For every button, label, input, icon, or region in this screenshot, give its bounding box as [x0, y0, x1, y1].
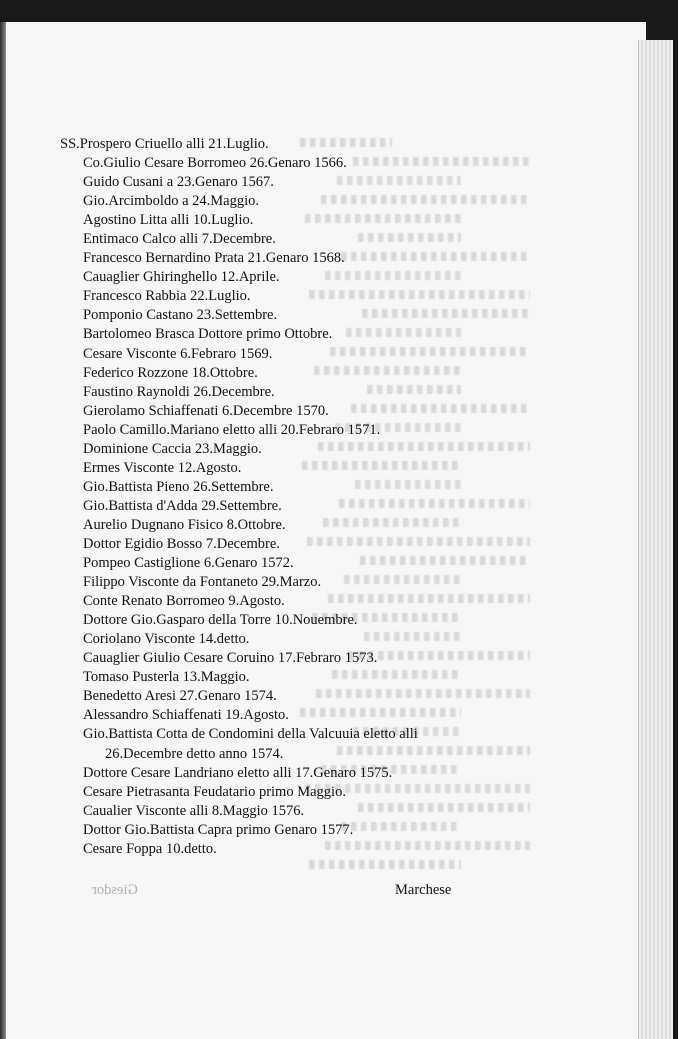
list-entry: Pomponio Castano 23.Settembre. — [83, 307, 278, 324]
list-entry: Agostino Litta alli 10.Luglio. — [83, 212, 254, 229]
list-entry: Gio.Battista Pieno 26.Settembre. — [83, 478, 274, 495]
list-entry: Caualier Visconte alli 8.Maggio 1576. — [83, 802, 305, 819]
list-entry: Francesco Rabbia 22.Luglio. — [83, 288, 251, 305]
list-entry: Francesco Bernardino Prata 21.Genaro 1568. — [83, 250, 345, 267]
list-entry: Ermes Visconte 12.Agosto. — [83, 459, 242, 476]
list-entry: Faustino Raynoldi 26.Decembre. — [83, 383, 275, 400]
list-entry: Gierolamo Schiaffenati 6.Decembre 1570. — [83, 402, 329, 419]
list-entry: Conte Renato Borromeo 9.Agosto. — [83, 593, 285, 610]
list-entry: 26.Decembre detto anno 1574. — [105, 745, 284, 762]
list-entry: Paolo Camillo.Mariano eletto alli 20.Febraro 1571. — [83, 421, 381, 438]
list-entry: Dottore Gio.Gasparo della Torre 10.Nouembre. — [83, 612, 358, 629]
list-entry: Entimaco Calco alli 7.Decembre. — [83, 231, 276, 248]
list-entry: Cesare Visconte 6.Febraro 1569. — [83, 345, 273, 362]
list-entry: Gio.Arcimboldo a 24.Maggio. — [83, 193, 259, 210]
list-entry: Cauaglier Ghiringhello 12.Aprile. — [83, 269, 280, 286]
list-entry: Bartolomeo Brasca Dottore primo Ottobre. — [83, 326, 333, 343]
list-entry: Alessandro Schiaffenati 19.Agosto. — [83, 707, 289, 724]
list-entry: Gio.Battista d'Adda 29.Settembre. — [83, 497, 282, 514]
list-entry: Co.Giulio Cesare Borromeo 26.Genaro 1566. — [83, 155, 347, 172]
list-entry: Dottore Cesare Landriano eletto alli 17.Genaro 1575. — [83, 764, 393, 781]
entry-list — [60, 135, 620, 859]
list-entry: Guido Cusani a 23.Genaro 1567. — [83, 174, 274, 191]
list-entry: Pompeo Castiglione 6.Genaro 1572. — [83, 555, 294, 572]
list-entry: Dottor Gio.Battista Capra primo Genaro 1577. — [83, 821, 354, 838]
list-entry: Dominione Caccia 23.Maggio. — [83, 440, 262, 457]
list-entry: Federico Rozzone 18.Ottobre. — [83, 364, 258, 381]
catchword: Marchese — [395, 882, 452, 898]
list-entry: Tomaso Pusterla 13.Maggio. — [83, 669, 250, 686]
list-entry: Cesare Pietrasanta Feudatario primo Maggio. — [83, 783, 346, 800]
page-edges — [638, 40, 673, 1039]
list-entry: Filippo Visconte da Fontaneto 29.Marzo. — [83, 574, 322, 591]
show-through-footer-word: Giesdor — [92, 882, 138, 898]
list-entry: Cesare Foppa 10.detto. — [83, 840, 217, 857]
list-entry: Coriolano Visconte 14.detto. — [83, 631, 250, 648]
list-entry: Dottor Egidio Bosso 7.Decembre. — [83, 535, 280, 552]
list-entry: SS.Prospero Criuello alli 21.Luglio. — [60, 136, 269, 152]
list-entry: Gio.Battista Cotta de Condomini della Valcuuia eletto alli — [83, 726, 418, 743]
list-entry: Cauaglier Giulio Cesare Coruino 17.Febraro 1573. — [83, 650, 378, 667]
list-entry: Benedetto Aresi 27.Genaro 1574. — [83, 688, 277, 705]
list-entry: Aurelio Dugnano Fisico 8.Ottobre. — [83, 516, 286, 533]
